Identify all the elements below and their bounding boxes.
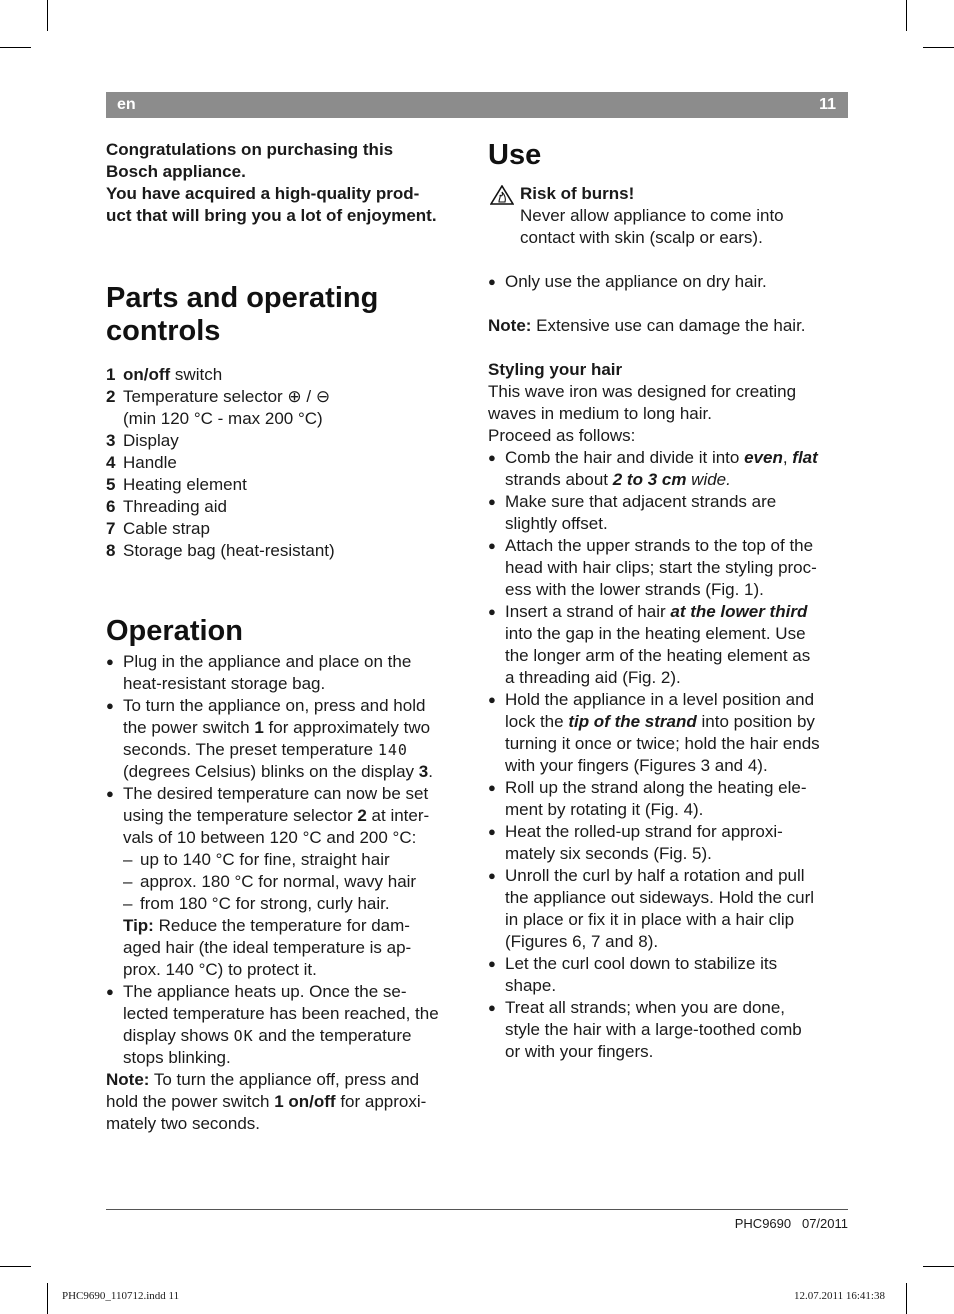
use-heading: Use: [488, 139, 542, 171]
minus-circle-icon: ⊖: [315, 387, 331, 406]
list-item: – from 180 °C for strong, curly hair.: [123, 894, 390, 913]
list-item: ● Insert a strand of hair at the lower third into the gap in the heating element. Use the longer arm of the heating element as a threading aid (Fig. 2).: [488, 601, 848, 689]
list-item: 4 Handle: [106, 453, 177, 472]
left-column: [106, 139, 468, 1135]
crop-mark: [923, 47, 954, 48]
print-slug-file: PHC9690_110712.indd 11: [62, 1290, 180, 1302]
list-item: – approx. 180 °C for normal, wavy hair: [123, 872, 417, 891]
crop-mark: [47, 0, 48, 31]
list-item: ● Only use the appliance on dry hair.: [488, 271, 848, 293]
plus-circle-icon: ⊕: [287, 387, 302, 406]
list-item: ● Roll up the strand along the heating ele- ment by rotating it (Fig. 4).: [488, 777, 848, 821]
list-item: 8 Storage bag (heat-resistant): [106, 541, 335, 560]
page-number: 11: [819, 96, 836, 113]
warning-block: Risk of burns! Never allow appliance to come into contact with skin (scalp or ears).: [488, 183, 848, 249]
parts-heading: Parts and operating controls: [106, 282, 379, 347]
list-item: – up to 140 °C for fine, straight hair: [123, 850, 390, 869]
page-header: [106, 92, 848, 118]
list-item: ● The appliance heats up. Once the se- lected temperature has been reached, the display shows OK and the temperature stops blinking.: [106, 981, 468, 1069]
list-item: ● Comb the hair and divide it into even, flat strands about 2 to 3 cm wide.: [488, 447, 848, 491]
styling-heading: Styling your hair: [488, 360, 623, 379]
parts-list: [106, 364, 468, 562]
list-item: ● The desired temperature can now be set using the temperature selector 2 at inter- vals of 10 between 120 °C and 200 °C:: [106, 783, 468, 849]
print-slug-timestamp: 12.07.2011 16:41:38: [794, 1290, 885, 1302]
lcd-readout: 140: [377, 741, 408, 759]
list-item: ● Treat all strands; when you are done, style the hair with a large-toothed comb or with your fingers.: [488, 997, 848, 1063]
list-item: ● Let the curl cool down to stabilize its shape.: [488, 953, 848, 997]
styling-intro: This wave iron was designed for creating waves in medium to long hair. Proceed as follows:: [488, 382, 797, 445]
crop-mark: [906, 0, 907, 31]
list-item: 6 Threading aid: [106, 497, 227, 516]
crop-mark: [0, 47, 31, 48]
note-paragraph: Note: To turn the appliance off, press and hold the power switch 1 on/off for approxi- mately two seconds.: [106, 1070, 427, 1133]
list-item: 5 Heating element: [106, 475, 247, 494]
list-item: 3 Display: [106, 431, 179, 450]
list-item: ● Heat the rolled-up strand for approxi- mately six seconds (Fig. 5).: [488, 821, 848, 865]
list-item: 1 on/off switch: [106, 365, 223, 384]
list-item: ● Attach the upper strands to the top of the head with hair clips; start the styling proc- ess with the lower strands (Fig. 1).: [488, 535, 848, 601]
footer-info: [735, 1216, 848, 1231]
list-item: ● Make sure that adjacent strands are slightly offset.: [488, 491, 848, 535]
language-code: en: [117, 96, 136, 113]
footer-rule: [106, 1209, 848, 1210]
crop-mark: [0, 1266, 31, 1267]
list-item: ● Hold the appliance in a level position and lock the tip of the strand into position by turning it once or twice; hold the hair ends with your fingers (Figures 3 and 4).: [488, 689, 848, 777]
tip-paragraph: Tip: Reduce the temperature for dam- aged hair (the ideal temperature is ap- prox. 140 °C) to protect it.: [123, 916, 412, 979]
list-item: ● Unroll the curl by half a rotation and pull the appliance out sideways. Hold the curl in place or fix it in place with a hair clip (Figures 6, 7 and 8).: [488, 865, 848, 953]
warning-triangle-icon: [490, 185, 514, 205]
note-paragraph: Note: Extensive use can damage the hair.: [488, 316, 806, 335]
crop-mark: [923, 1266, 954, 1267]
list-item: 7 Cable strap: [106, 519, 210, 538]
intro-paragraph: Congratulations on purchasing this Bosch appliance. You have acquired a high-quality prod- uct that will bring you a lot of enjoyment.: [106, 140, 437, 225]
list-item: 2 Temperature selector ⊕ / ⊖ (min 120 °C - max 200 °C): [106, 387, 331, 428]
lcd-readout: OK: [233, 1027, 254, 1045]
right-column: [488, 139, 848, 1063]
crop-mark: [906, 1283, 907, 1314]
list-item: ● Plug in the appliance and place on the heat-resistant storage bag.: [106, 651, 468, 695]
footer-date: 07/2011: [801, 1216, 848, 1231]
crop-mark: [47, 1283, 48, 1314]
list-item: ● To turn the appliance on, press and hold the power switch 1 for approximately two seconds. The preset temperature 140 (degrees Celsius) blinks on the display 3.: [106, 695, 468, 783]
model-number: PHC9690: [734, 1216, 792, 1231]
operation-heading: Operation: [106, 615, 243, 647]
